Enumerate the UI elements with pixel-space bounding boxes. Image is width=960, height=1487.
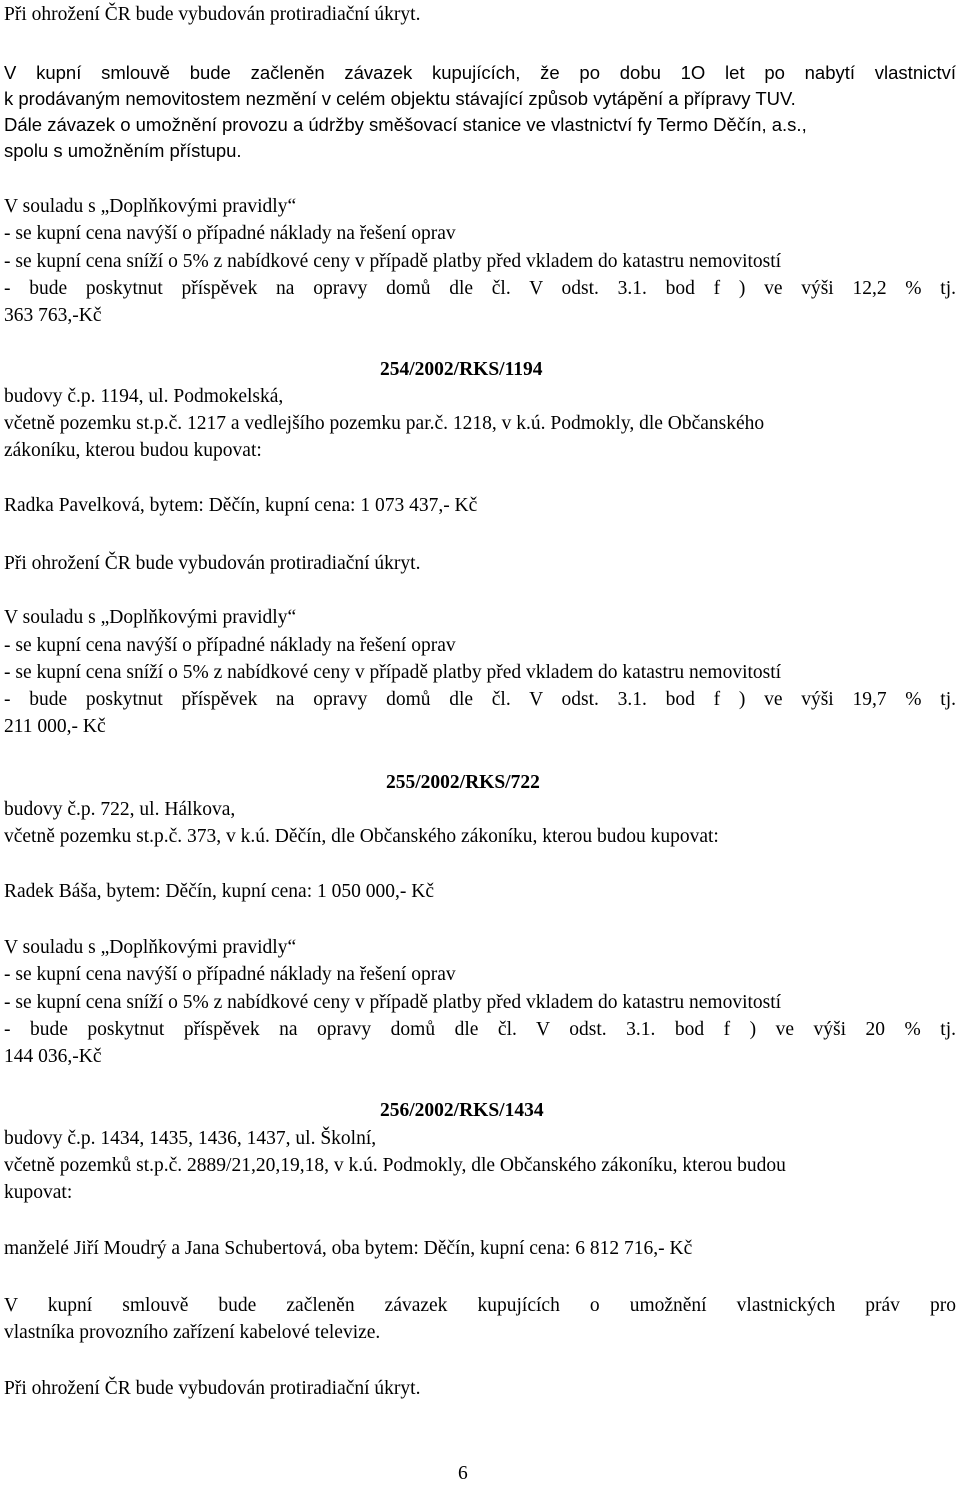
land-info: včetně pozemků st.p.č. 2889/21,20,19,18, v k.ú. Podmokly, dle Občanského zákoníku, kterou budou	[4, 1155, 786, 1176]
rule-item: - bude poskytnut příspěvek na opravy domů dle čl. V odst. 3.1. bod f ) ve výši 12,2 % tj.	[4, 278, 956, 299]
shelter-note: Při ohrožení ČR bude vybudován protiradiační úkryt.	[4, 553, 421, 574]
rule-item: - se kupní cena navýší o případné náklady na řešení oprav	[4, 223, 456, 244]
land-info: včetně pozemku st.p.č. 373, v k.ú. Děčín, dle Občanského zákoníku, kterou budou kupovat:	[4, 826, 719, 847]
land-info: zákoníku, kterou budou kupovat:	[4, 440, 262, 461]
rule-item: - bude poskytnut příspěvek na opravy domů dle čl. V odst. 3.1. bod f ) ve výši 20 % tj.	[4, 1019, 956, 1040]
rule-item: - se kupní cena sníží o 5% z nabídkové ceny v případě platby před vkladem do katastru nemovitostí	[4, 251, 782, 272]
contribution-amount: 211 000,- Kč	[4, 716, 106, 737]
contract-clause-line: Dále závazek o umožnění provozu a údržby směšovací stanice ve vlastnictví fy Termo Děčín, a.s.,	[4, 114, 807, 135]
rule-item: - se kupní cena sníží o 5% z nabídkové ceny v případě platby před vkladem do katastru nemovitostí	[4, 662, 782, 683]
cable-tv-clause: V kupní smlouvě bude začleněn závazek kupujících o umožnění vlastnických práv pro	[4, 1295, 956, 1316]
contract-clause-line: V kupní smlouvě bude začleněn závazek kupujících, že po dobu 1O let po nabytí vlastnictví	[4, 62, 956, 83]
rule-item: - se kupní cena navýší o případné náklady na řešení oprav	[4, 635, 456, 656]
rule-item: - bude poskytnut příspěvek na opravy domů dle čl. V odst. 3.1. bod f ) ve výši 19,7 % tj.	[4, 689, 956, 710]
land-info: kupovat:	[4, 1182, 73, 1203]
building-info: budovy č.p. 1434, 1435, 1436, 1437, ul. Školní,	[4, 1128, 377, 1149]
contract-clause-line: k prodávaným nemovitostem nezmění v celém objektu stávající způsob vytápění a přípravy TUV.	[4, 88, 796, 109]
rules-heading: V souladu s „Doplňkovými pravidly“	[4, 196, 297, 217]
resolution-number: 255/2002/RKS/722	[386, 772, 540, 793]
contribution-amount: 363 763,-Kč	[4, 305, 102, 326]
buyer-price: Radek Báša, bytem: Děčín, kupní cena: 1 050 000,- Kč	[4, 881, 434, 902]
page-number: 6	[458, 1463, 468, 1484]
contribution-amount: 144 036,-Kč	[4, 1046, 102, 1067]
building-info: budovy č.p. 722, ul. Hálkova,	[4, 799, 236, 820]
buyer-price: manželé Jiří Moudrý a Jana Schubertová, oba bytem: Děčín, kupní cena: 6 812 716,- Kč	[4, 1238, 693, 1259]
rules-heading: V souladu s „Doplňkovými pravidly“	[4, 937, 297, 958]
rule-item: - se kupní cena sníží o 5% z nabídkové ceny v případě platby před vkladem do katastru nemovitostí	[4, 992, 782, 1013]
contract-clause-line: spolu s umožněním přístupu.	[4, 140, 242, 161]
cable-tv-clause: vlastníka provozního zařízení kabelové televize.	[4, 1322, 381, 1343]
resolution-number: 256/2002/RKS/1434	[380, 1100, 544, 1121]
resolution-number: 254/2002/RKS/1194	[380, 359, 543, 380]
building-info: budovy č.p. 1194, ul. Podmokelská,	[4, 386, 284, 407]
rules-heading: V souladu s „Doplňkovými pravidly“	[4, 607, 297, 628]
shelter-note: Při ohrožení ČR bude vybudován protiradiační úkryt.	[4, 1378, 421, 1399]
shelter-note: Při ohrožení ČR bude vybudován protiradiační úkryt.	[4, 4, 421, 25]
land-info: včetně pozemku st.p.č. 1217 a vedlejšího pozemku par.č. 1218, v k.ú. Podmokly, dle Občanského	[4, 413, 765, 434]
buyer-price: Radka Pavelková, bytem: Děčín, kupní cena: 1 073 437,- Kč	[4, 495, 478, 516]
rule-item: - se kupní cena navýší o případné náklady na řešení oprav	[4, 964, 456, 985]
